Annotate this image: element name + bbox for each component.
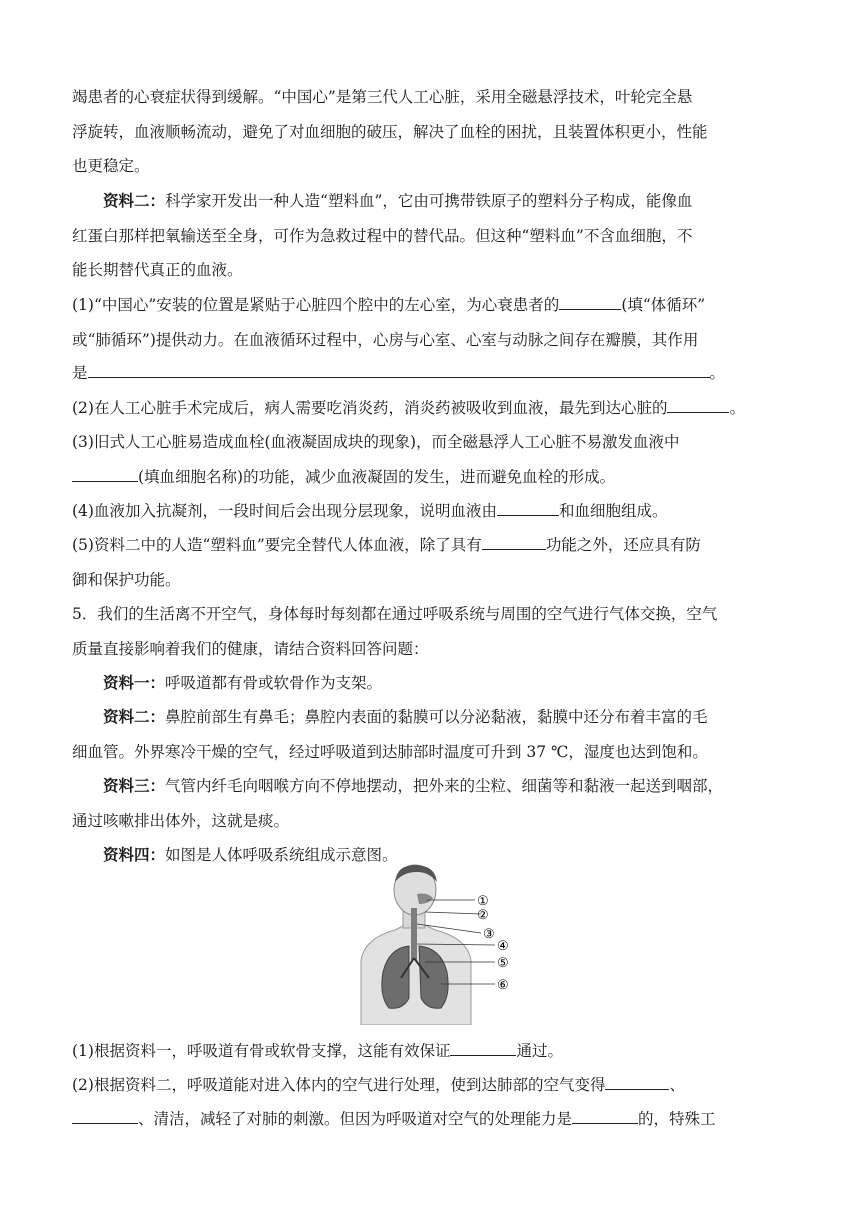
material-text: 气管内纤毛向咽喉方向不停地摆动，把外来的尘粒、细菌等和黏液一起送到咽部， bbox=[165, 777, 724, 795]
question-text: 是 bbox=[72, 364, 88, 382]
question-text: (5)资料二中的人造“塑料血”要完全替代人体血液，除了具有 bbox=[72, 536, 482, 554]
answer-blank[interactable] bbox=[450, 1040, 516, 1056]
question-1-line-end bbox=[72, 362, 792, 384]
question-text: 、 bbox=[669, 1076, 685, 1094]
question-text: (填血细胞名称)的功能，减少血液凝固的发生，进而避免血栓的形成。 bbox=[138, 468, 616, 486]
question-text: (填“体循环” bbox=[621, 296, 706, 314]
question-text: 的，特殊工 bbox=[638, 1110, 716, 1128]
paragraph-line: 5．我们的生活离不开空气，身体每时每刻都在通过呼吸系统与周围的空气进行气体交换，空气 bbox=[72, 605, 718, 623]
material-text: 鼻腔前部生有鼻毛；鼻腔内表面的黏膜可以分泌黏液，黏膜中还分布着丰富的毛 bbox=[165, 708, 708, 726]
question-1-line bbox=[72, 294, 792, 316]
question-text: (2)根据资料二，呼吸道能对进入体内的空气进行处理，使到达肺部的空气变得 bbox=[72, 1076, 606, 1094]
question-text: (2)在人工心脏手术完成后，病人需要吃消炎药，消炎药被吸收到血液，最先到达心脏的 bbox=[72, 399, 668, 417]
question-2-line bbox=[72, 397, 792, 419]
answer-blank[interactable] bbox=[572, 1108, 638, 1124]
paragraph-line: 也更稳定。 bbox=[72, 157, 150, 175]
question-5-line bbox=[72, 534, 792, 556]
paragraph-line: 细血管。外界寒冷干燥的空气，经过呼吸道到达肺部时温度可升到 37 ℃，湿度也达到饱和。 bbox=[72, 743, 708, 761]
question-text: 、清洁，减轻了对肺的刺激。但因为呼吸道对空气的处理能力是 bbox=[138, 1110, 573, 1128]
question-text: 。 bbox=[729, 399, 745, 417]
paragraph-line: 质量直接影响着我们的健康，请结合资料回答问题： bbox=[72, 640, 429, 658]
question-text: 功能之外，还应具有防 bbox=[545, 536, 701, 554]
question-text: 和血细胞组成。 bbox=[558, 502, 668, 520]
material-text: 如图是人体呼吸系统组成示意图。 bbox=[165, 846, 398, 864]
question-text: 。 bbox=[709, 364, 726, 382]
question-text: (4)血液加入抗凝剂，一段时间后会出现分层现象，说明血液由 bbox=[72, 502, 497, 520]
answer-blank[interactable] bbox=[559, 294, 621, 310]
material-label: 资料二： bbox=[103, 191, 166, 210]
question-text: (1)“中国心”安装的位置是紧贴于心脏四个腔中的左心室，为心衰患者的 bbox=[72, 296, 560, 314]
sub-question-2-line-cont bbox=[72, 1108, 792, 1130]
material-line bbox=[103, 672, 792, 694]
answer-blank[interactable] bbox=[605, 1074, 669, 1090]
material-text: 科学家开发出一种人造“塑料血”，它由可携带铁原子的塑料分子构成，能像血 bbox=[165, 192, 693, 210]
material-line bbox=[103, 190, 792, 212]
figure-label: ⑤ bbox=[497, 956, 509, 971]
material-label: 资料四： bbox=[103, 845, 166, 864]
material-label: 资料三： bbox=[103, 776, 166, 795]
question-3-line bbox=[72, 466, 792, 488]
figure-label: ④ bbox=[497, 939, 509, 954]
paragraph-line: 竭患者的心衰症状得到缓解。“中国心”是第三代人工心脏，采用全磁悬浮技术，叶轮完全悬 bbox=[72, 88, 693, 106]
answer-blank[interactable] bbox=[88, 362, 710, 378]
answer-blank[interactable] bbox=[72, 1108, 138, 1124]
material-text: 呼吸道都有骨或软骨作为支架。 bbox=[165, 674, 383, 692]
question-text: (3)旧式人工心脏易造成血栓(血液凝固成块的现象)，而全磁悬浮人工心脏不易激发血液中 bbox=[72, 433, 680, 451]
answer-blank[interactable] bbox=[497, 500, 559, 516]
figure-label: ① bbox=[477, 894, 489, 909]
figure-label: ③ bbox=[483, 927, 495, 942]
paragraph-line: 能长期替代真正的血液。 bbox=[72, 261, 243, 279]
question-text: 通过。 bbox=[516, 1042, 563, 1060]
question-text: 或“肺循环”)提供动力。在血液循环过程中，心房与心室、心室与动脉之间存在瓣膜，其作用 bbox=[72, 331, 699, 349]
answer-blank[interactable] bbox=[667, 397, 729, 413]
material-label: 资料一： bbox=[103, 673, 166, 692]
question-text: 御和保护功能。 bbox=[72, 571, 181, 589]
body-illustration bbox=[361, 865, 471, 1025]
question-text: (1)根据资料一，呼吸道有骨或软骨支撑，这能有效保证 bbox=[72, 1042, 451, 1060]
answer-blank[interactable] bbox=[72, 466, 138, 482]
paragraph-line: 浮旋转，血液顺畅流动，避免了对血细胞的破压，解决了血栓的困扰，且装置体积更小，性能 bbox=[72, 123, 708, 141]
material-line bbox=[103, 775, 792, 797]
question-4-line bbox=[72, 500, 792, 522]
figure-label: ② bbox=[477, 908, 489, 923]
sub-question-1-line bbox=[72, 1040, 792, 1062]
paragraph-line: 通过咳嗽排出体外，这就是痰。 bbox=[72, 812, 290, 830]
sub-question-2-line bbox=[72, 1074, 792, 1096]
figure-label: ⑥ bbox=[497, 978, 509, 993]
respiratory-system-figure bbox=[355, 860, 515, 1025]
material-label: 资料二： bbox=[103, 707, 166, 726]
answer-blank[interactable] bbox=[482, 534, 546, 550]
paragraph-line: 红蛋白那样把氧输送至全身，可作为急救过程中的替代品。但这种“塑料血”不含血细胞，不 bbox=[72, 227, 693, 245]
material-line bbox=[103, 706, 792, 728]
